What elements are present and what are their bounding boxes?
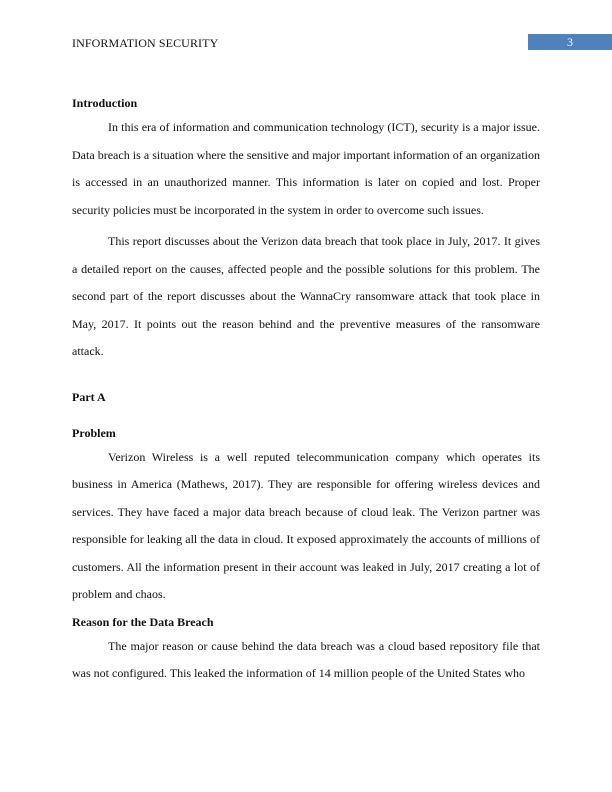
document-body [72,94,540,688]
problem-paragraph: Verizon Wireless is a well reputed telecommunication company which operates its business in America (Mathews, 2017). They are responsible for offering wireless devices and services. They have faced a major data breach because of cloud leak. The Verizon partner was responsible for leaking all the data in cloud. It exposed approximately the accounts of millions of customers. All the information present in their account was leaked in July, 2017 creating a lot of problem and chaos. [72,449,540,601]
part-a-heading: Part A [72,389,106,404]
running-header-title: INFORMATION SECURITY [72,36,219,50]
page-number-badge: 3 [528,34,612,50]
problem-heading: Problem [72,425,116,440]
introduction-paragraph-1: In this era of information and communication technology (ICT), security is a major issue. Data breach is a situation where the sensitive and major important information of an organization is accessed in an unauthorized manner. This information is later on copied and lost. Proper security policies must be incorporated in the system in order to overcome such issues. [72,120,540,217]
introduction-paragraph-2: This report discusses about the Verizon data breach that took place in July, 2017. It gives a detailed report on the causes, affected people and the possible solutions for this problem. The second part of the report discusses about the WannaCry ransomware attack that took place in May, 2017. It points out the reason behind and the preventive measures of the ransomware attack. [72,234,540,358]
introduction-heading: Introduction [72,96,138,110]
reason-paragraph: The major reason or cause behind the data breach was a cloud based repository file that was not configured. This leaked the information of 14 million people of the United States who [72,638,540,680]
reason-heading: Reason for the Data Breach [72,614,214,629]
